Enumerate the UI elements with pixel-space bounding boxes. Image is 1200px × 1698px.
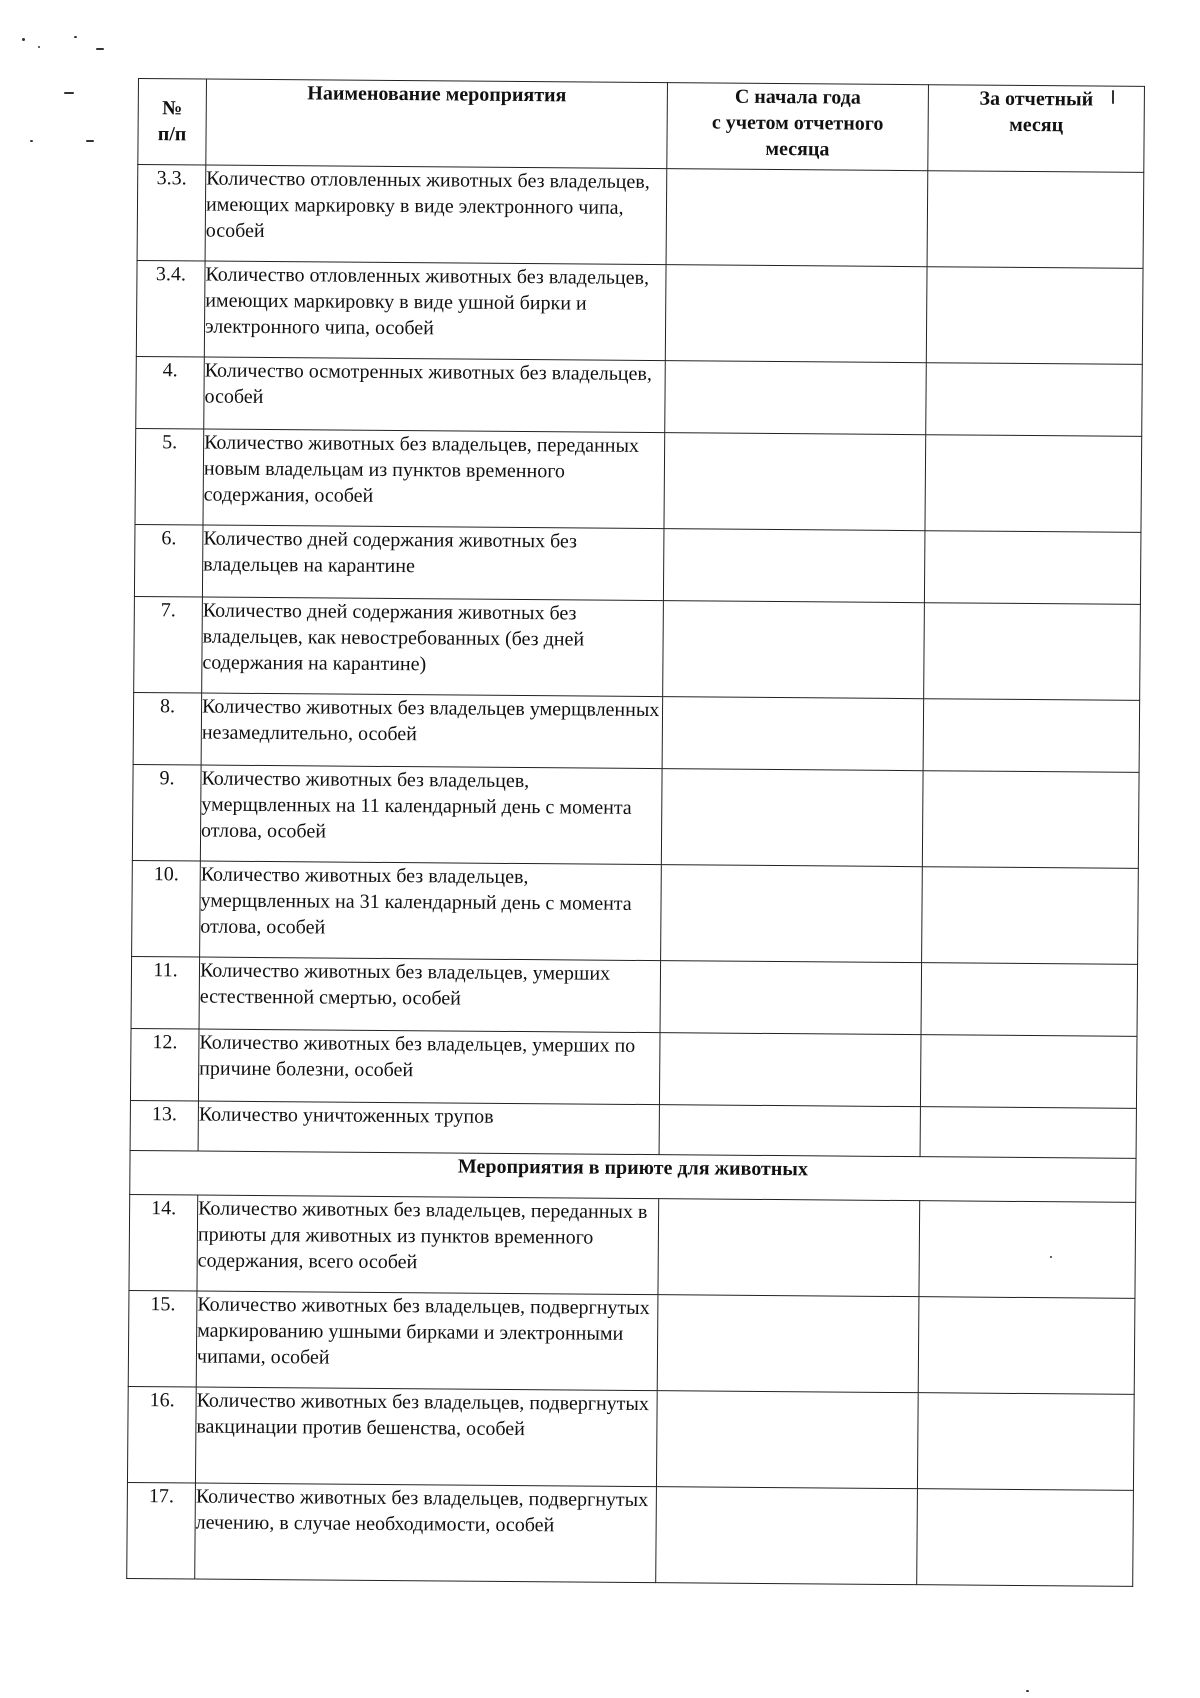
row-reporting-month-value — [924, 531, 1141, 605]
row-reporting-month-value — [919, 1201, 1136, 1299]
table-row — [136, 356, 1143, 436]
row-event-name: Количество животных без владельцев, умерших естественной смертью, особей — [199, 957, 661, 1033]
header-row — [138, 79, 1145, 173]
row-since-year-start-value — [661, 865, 923, 963]
row-event-name: Количество дней содержания животных без владельцев на карантине — [202, 525, 664, 601]
row-number: 15. — [128, 1290, 197, 1387]
table-row — [134, 524, 1141, 604]
header-number: № п/п — [138, 79, 207, 166]
header-since-year-start: С начала года с учетом отчетного месяца — [667, 83, 929, 171]
row-event-name: Количество дней содержания животных без владельцев, как невостребованных (без дней содержания на карантине) — [202, 597, 664, 697]
row-since-year-start-value — [660, 961, 922, 1035]
row-event-name: Количество животных без владельцев, подвергнутых вакцинации против бешенства, особей — [195, 1387, 657, 1487]
row-event-name: Количество животных без владельцев, переданных новым владельцам из пунктов временного содержания, особей — [203, 429, 665, 529]
table-row — [136, 260, 1143, 364]
row-event-name: Количество отловленных животных без владельцев, имеющих маркировку в виде электронного чипа, особей — [205, 165, 667, 265]
row-event-name: Количество животных без владельцев, умерщвленных на 11 календарный день с момента отлова, особей — [200, 765, 662, 865]
row-event-name: Количество животных без владельцев, подвергнутых лечению, в случае необходимости, особей — [195, 1483, 657, 1583]
table-row — [128, 1290, 1135, 1394]
table-row — [131, 956, 1138, 1036]
row-event-name: Количество уничтоженных трупов — [198, 1101, 659, 1155]
row-reporting-month-value — [918, 1297, 1135, 1395]
row-reporting-month-value — [926, 267, 1143, 365]
row-reporting-month-value — [922, 867, 1139, 965]
row-event-name: Количество животных без владельцев, переданных в приюты для животных из пунктов временного содержания, всего особей — [197, 1195, 659, 1295]
table-row — [137, 165, 1144, 269]
table-row — [130, 1100, 1136, 1158]
row-number: 3.3. — [137, 165, 206, 262]
row-number: 7. — [134, 596, 203, 693]
row-reporting-month-value — [925, 435, 1142, 533]
row-event-name: Количество животных без владельцев, умерщвленных на 31 календарный день с момента отлова, особей — [200, 861, 662, 961]
header-event-name: Наименование мероприятия — [206, 79, 668, 169]
row-since-year-start-value — [663, 601, 925, 699]
row-since-year-start-value — [665, 265, 927, 363]
table-row — [130, 1028, 1137, 1108]
header-reporting-month: За отчетный месяц — [928, 85, 1145, 173]
row-since-year-start-value — [657, 1295, 919, 1393]
row-reporting-month-value — [920, 1035, 1137, 1109]
table-row — [132, 860, 1139, 964]
row-since-year-start-value — [662, 697, 924, 771]
row-since-year-start-value — [661, 769, 923, 867]
row-event-name: Количество отловленных животных без владельцев, имеющих маркировку в виде ушной бирки и электронного чипа, особей — [204, 261, 666, 361]
row-since-year-start-value — [659, 1105, 920, 1157]
row-reporting-month-value — [917, 1489, 1134, 1587]
table-row — [133, 692, 1140, 772]
row-event-name: Количество осмотренных животных без владельцев, особей — [204, 357, 666, 433]
row-reporting-month-value — [924, 603, 1141, 701]
row-reporting-month-value — [922, 771, 1139, 869]
row-reporting-month-value — [926, 363, 1143, 437]
row-since-year-start-value — [663, 529, 925, 603]
row-number: 5. — [135, 428, 204, 525]
row-number: 12. — [130, 1028, 199, 1101]
row-number: 4. — [136, 356, 205, 429]
section-title: Мероприятия в приюте для животных — [130, 1150, 1136, 1202]
table-row — [127, 1386, 1134, 1490]
row-number: 10. — [132, 860, 201, 957]
row-reporting-month-value — [917, 1393, 1134, 1491]
row-number: 17. — [127, 1482, 196, 1579]
row-reporting-month-value — [927, 171, 1144, 269]
row-since-year-start-value — [658, 1199, 920, 1297]
row-since-year-start-value — [656, 1487, 918, 1585]
row-since-year-start-value — [664, 433, 926, 531]
row-since-year-start-value — [659, 1033, 921, 1107]
row-reporting-month-value — [920, 1107, 1136, 1159]
report-table — [126, 78, 1145, 1587]
row-since-year-start-value — [666, 169, 928, 267]
row-number: 3.4. — [136, 260, 205, 357]
row-number: 14. — [129, 1194, 198, 1291]
table-row — [129, 1194, 1136, 1298]
row-event-name: Количество животных без владельцев, умерших по причине болезни, особей — [198, 1029, 660, 1105]
row-reporting-month-value — [923, 699, 1140, 773]
table-row — [132, 764, 1139, 868]
section-row — [130, 1150, 1136, 1202]
table-row — [127, 1482, 1134, 1586]
row-number: 16. — [127, 1386, 196, 1483]
row-number: 8. — [133, 692, 202, 765]
row-number: 6. — [134, 524, 203, 597]
row-since-year-start-value — [665, 361, 927, 435]
row-event-name: Количество животных без владельцев, подвергнутых маркированию ушными бирками и электронными чипами, особей — [196, 1291, 658, 1391]
row-reporting-month-value — [921, 963, 1138, 1037]
row-number: 13. — [130, 1100, 198, 1151]
table-row — [134, 596, 1141, 700]
row-event-name: Количество животных без владельцев умерщвленных незамедлительно, особей — [201, 693, 663, 769]
table-row — [135, 428, 1142, 532]
row-number: 9. — [132, 764, 201, 861]
row-number: 11. — [131, 956, 200, 1029]
row-since-year-start-value — [656, 1391, 918, 1489]
